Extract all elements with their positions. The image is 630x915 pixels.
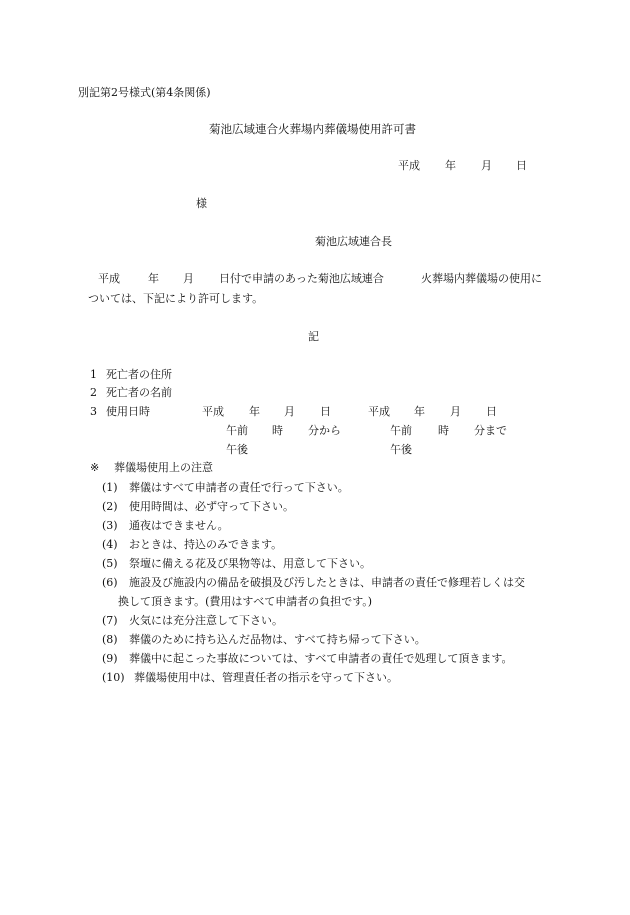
item3-to-month: 月 <box>450 405 461 418</box>
note-number: (10) <box>102 671 125 684</box>
note-text-continuation: 換して頂きます。(費用はすべて申請者の負担です。) <box>118 595 373 608</box>
note-text: 使用時間は、必ず守って下さい。 <box>129 500 294 513</box>
note-text: 葬儀中に起こった事故については、すべて申請者の責任で処理して頂きます。 <box>129 652 513 665</box>
body-era: 平成 <box>98 272 120 285</box>
note-number: (1) <box>102 481 118 494</box>
item1-label: 死亡者の住所 <box>106 368 172 381</box>
note-text: 葬儀のために持ち込んだ品物は、すべて持ち帰って下さい。 <box>129 633 426 646</box>
note-text: 葬儀はすべて申請者の責任で行って下さい。 <box>129 481 349 494</box>
item3-am-2: 午前 <box>390 424 412 437</box>
note-text: 通夜はできません。 <box>129 519 229 532</box>
addressee-suffix: 様 <box>196 197 207 210</box>
item3-to-era: 平成 <box>368 405 390 418</box>
note-number: (9) <box>102 652 118 665</box>
item3-am: 午前 <box>226 424 248 437</box>
note-text: 祭壇に備える花及び果物等は、用意して下さい。 <box>129 557 371 570</box>
note-number: (6) <box>102 576 118 589</box>
note-text: 火気には充分注意して下さい。 <box>129 614 283 627</box>
note-number: (4) <box>102 538 118 551</box>
body-line-2: ついては、下記により許可します。 <box>88 292 264 305</box>
note-number: (8) <box>102 633 118 646</box>
item3-pm-2: 午後 <box>390 443 412 456</box>
item3-from-month: 月 <box>284 405 295 418</box>
issue-date-month-unit: 月 <box>481 159 492 172</box>
ki-heading: 記 <box>308 330 319 343</box>
body-month-unit: 月 <box>183 272 194 285</box>
item3-label: 使用日時 <box>106 405 150 418</box>
item3-from-year: 年 <box>249 405 260 418</box>
item2-label: 死亡者の名前 <box>106 386 172 399</box>
item3-from-minute: 分から <box>308 424 341 437</box>
issuer-name: 菊池広域連合長 <box>315 235 392 248</box>
item3-number: 3 <box>90 405 97 418</box>
item3-pm: 午後 <box>226 443 248 456</box>
note-number: (7) <box>102 614 118 627</box>
notes-heading: 葬儀場使用上の注意 <box>114 461 213 474</box>
note-number: (3) <box>102 519 118 532</box>
note-text: 施設及び施設内の備品を破損及び汚したときは、申請者の責任で修理若しくは交 <box>129 576 525 589</box>
item3-from-day: 日 <box>320 405 331 418</box>
item3-from-era: 平成 <box>202 405 224 418</box>
issue-date-era: 平成 <box>398 159 420 172</box>
note-text: おときは、持込のみできます。 <box>129 538 283 551</box>
issue-date-day-unit: 日 <box>516 159 527 172</box>
notes-mark: ※ <box>90 461 100 474</box>
form-label: 別記第2号様式(第4条関係) <box>78 86 211 99</box>
item3-to-minute: 分まで <box>474 424 507 437</box>
note-number: (2) <box>102 500 118 513</box>
item3-to-day: 日 <box>486 405 497 418</box>
item1-number: 1 <box>90 368 97 381</box>
item3-hour-unit-2: 時 <box>438 424 449 437</box>
item2-number: 2 <box>90 386 97 399</box>
note-text: 葬儀場使用中は、管理責任者の指示を守って下さい。 <box>134 671 398 684</box>
body-year-unit: 年 <box>148 272 159 285</box>
issue-date-year-unit: 年 <box>445 159 456 172</box>
body-text-b: 火葬場内葬儀場の使用に <box>421 272 542 285</box>
note-number: (5) <box>102 557 118 570</box>
body-text-a: 日付で申請のあった菊池広域連合 <box>219 272 384 285</box>
item3-to-year: 年 <box>414 405 425 418</box>
document-title: 菊池広域連合火葬場内葬儀場使用許可書 <box>209 122 416 136</box>
item3-hour-unit: 時 <box>272 424 283 437</box>
